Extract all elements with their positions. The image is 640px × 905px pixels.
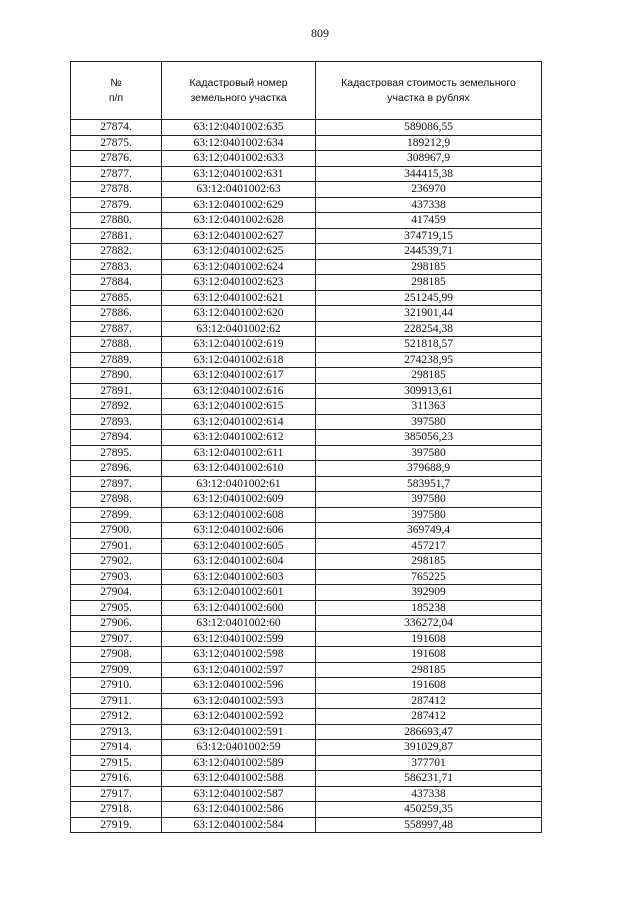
cadastral-value: 397580 (316, 492, 542, 508)
row-number: 27895. (71, 445, 162, 461)
row-number: 27907. (71, 631, 162, 647)
page-number: 809 (311, 26, 329, 40)
row-number: 27878. (71, 182, 162, 198)
cadastral-number: 63:12:0401002:614 (162, 414, 316, 430)
cadastral-value: 392909 (316, 585, 542, 601)
cadastral-number: 63:12:0401002:60 (162, 616, 316, 632)
table-row (71, 817, 542, 833)
cadastral-value: 298185 (316, 662, 542, 678)
cadastral-number: 63:12:0401002:592 (162, 709, 316, 725)
table-row (71, 802, 542, 818)
cadastral-number: 63:12:0401002:620 (162, 306, 316, 322)
cadastral-value: 287412 (316, 709, 542, 725)
table-row (71, 228, 542, 244)
row-number: 27890. (71, 368, 162, 384)
cadastral-value: 397580 (316, 414, 542, 430)
row-number: 27874. (71, 120, 162, 136)
table-row (71, 538, 542, 554)
cadastral-number: 63:12:0401002:621 (162, 290, 316, 306)
cadastral-number: 63:12:0401002:584 (162, 817, 316, 833)
row-number: 27899. (71, 507, 162, 523)
row-number: 27919. (71, 817, 162, 833)
cadastral-number: 63:12:0401002:615 (162, 399, 316, 415)
row-number: 27900. (71, 523, 162, 539)
row-number: 27915. (71, 755, 162, 771)
table-row (71, 244, 542, 260)
cadastral-value: 298185 (316, 554, 542, 570)
row-number: 27911. (71, 693, 162, 709)
table-row (71, 151, 542, 167)
table-row (71, 647, 542, 663)
table-row (71, 321, 542, 337)
table-row (71, 631, 542, 647)
table-row (71, 275, 542, 291)
cadastral-value: 417459 (316, 213, 542, 229)
cadastral-number: 63:12:0401002:624 (162, 259, 316, 275)
row-number: 27897. (71, 476, 162, 492)
row-number: 27918. (71, 802, 162, 818)
cadastral-number: 63:12:0401002:593 (162, 693, 316, 709)
row-number: 27880. (71, 213, 162, 229)
row-number: 27891. (71, 383, 162, 399)
cadastral-number: 63:12:0401002:631 (162, 166, 316, 182)
table-row (71, 368, 542, 384)
table-header (71, 62, 542, 120)
table-row (71, 306, 542, 322)
table-row (71, 507, 542, 523)
cadastral-number: 63:12:0401002:628 (162, 213, 316, 229)
cadastral-number: 63:12:0401002:605 (162, 538, 316, 554)
row-number: 27910. (71, 678, 162, 694)
cadastral-number: 63:12:0401002:604 (162, 554, 316, 570)
cadastral-value: 558997,48 (316, 817, 542, 833)
table-row (71, 383, 542, 399)
cadastral-number: 63:12:0401002:586 (162, 802, 316, 818)
cadastral-value: 374719,15 (316, 228, 542, 244)
table-row (71, 724, 542, 740)
cadastral-number: 63:12:0401002:603 (162, 569, 316, 585)
cadastral-number: 63:12:0401002:59 (162, 740, 316, 756)
row-number: 27884. (71, 275, 162, 291)
table-row (71, 352, 542, 368)
cadastral-value: 236970 (316, 182, 542, 198)
row-number: 27881. (71, 228, 162, 244)
cadastral-number: 63:12:0401002:587 (162, 786, 316, 802)
cadastral-number: 63:12:0401002:610 (162, 461, 316, 477)
header-row (71, 62, 542, 120)
header-number: № п/п (71, 62, 162, 120)
row-number: 27905. (71, 600, 162, 616)
cadastral-number: 63:12:0401002:623 (162, 275, 316, 291)
row-number: 27902. (71, 554, 162, 570)
cadastral-value: 298185 (316, 259, 542, 275)
cadastral-number: 63:12:0401002:616 (162, 383, 316, 399)
cadastral-value: 397580 (316, 445, 542, 461)
cadastral-number: 63:12:0401002:611 (162, 445, 316, 461)
table-row (71, 755, 542, 771)
table-row (71, 616, 542, 632)
row-number: 27903. (71, 569, 162, 585)
row-number: 27914. (71, 740, 162, 756)
cadastral-number: 63:12:0401002:609 (162, 492, 316, 508)
row-number: 27913. (71, 724, 162, 740)
row-number: 27908. (71, 647, 162, 663)
table-body (71, 120, 542, 833)
cadastral-value: 521818,57 (316, 337, 542, 353)
row-number: 27916. (71, 771, 162, 787)
table-row (71, 693, 542, 709)
cadastral-number: 63:12:0401002:588 (162, 771, 316, 787)
cadastral-number: 63:12:0401002:597 (162, 662, 316, 678)
table-row (71, 662, 542, 678)
cadastral-value: 191608 (316, 647, 542, 663)
row-number: 27883. (71, 259, 162, 275)
row-number: 27876. (71, 151, 162, 167)
cadastral-value: 450259,35 (316, 802, 542, 818)
cadastral-value: 379688,9 (316, 461, 542, 477)
table-row (71, 600, 542, 616)
table-row (71, 414, 542, 430)
cadastral-value: 369749,4 (316, 523, 542, 539)
row-number: 27888. (71, 337, 162, 353)
table-row (71, 120, 542, 136)
cadastral-number: 63:12:0401002:617 (162, 368, 316, 384)
cadastral-value: 437338 (316, 197, 542, 213)
cadastral-number: 63:12:0401002:625 (162, 244, 316, 260)
cadastral-value: 397580 (316, 507, 542, 523)
cadastral-number: 63:12:0401002:601 (162, 585, 316, 601)
cadastral-value: 589086,55 (316, 120, 542, 136)
cadastral-value: 244539,71 (316, 244, 542, 260)
table-row (71, 213, 542, 229)
table-row (71, 492, 542, 508)
table-row (71, 740, 542, 756)
cadastral-value: 287412 (316, 693, 542, 709)
cadastral-number: 63:12:0401002:589 (162, 755, 316, 771)
row-number: 27885. (71, 290, 162, 306)
cadastral-value: 274238,95 (316, 352, 542, 368)
cadastral-value: 336272,04 (316, 616, 542, 632)
row-number: 27894. (71, 430, 162, 446)
row-number: 27892. (71, 399, 162, 415)
cadastral-number: 63:12:0401002:606 (162, 523, 316, 539)
cadastral-value: 308967,9 (316, 151, 542, 167)
row-number: 27879. (71, 197, 162, 213)
cadastral-number: 63:12:0401002:629 (162, 197, 316, 213)
cadastral-value: 298185 (316, 368, 542, 384)
table-row (71, 786, 542, 802)
cadastral-value: 765225 (316, 569, 542, 585)
table-row (71, 197, 542, 213)
cadastral-value: 185238 (316, 600, 542, 616)
table-row (71, 476, 542, 492)
table-row (71, 585, 542, 601)
cadastral-value: 309913,61 (316, 383, 542, 399)
cadastral-value: 377701 (316, 755, 542, 771)
table-row (71, 135, 542, 151)
cadastral-number: 63:12:0401002:634 (162, 135, 316, 151)
cadastral-value: 457217 (316, 538, 542, 554)
cadastral-value: 437338 (316, 786, 542, 802)
row-number: 27875. (71, 135, 162, 151)
cadastral-value: 191608 (316, 631, 542, 647)
table-row (71, 337, 542, 353)
row-number: 27901. (71, 538, 162, 554)
cadastral-number: 63:12:0401002:619 (162, 337, 316, 353)
table-row (71, 399, 542, 415)
cadastral-value: 191608 (316, 678, 542, 694)
table-row (71, 166, 542, 182)
cadastral-value: 251245,99 (316, 290, 542, 306)
row-number: 27889. (71, 352, 162, 368)
row-number: 27896. (71, 461, 162, 477)
cadastral-number: 63:12:0401002:608 (162, 507, 316, 523)
cadastral-value: 189212,9 (316, 135, 542, 151)
row-number: 27877. (71, 166, 162, 182)
cadastral-number: 63:12:0401002:598 (162, 647, 316, 663)
cadastral-number: 63:12:0401002:600 (162, 600, 316, 616)
cadastral-value: 344415,38 (316, 166, 542, 182)
table-row (71, 290, 542, 306)
table-row (71, 523, 542, 539)
row-number: 27909. (71, 662, 162, 678)
table-row (71, 569, 542, 585)
row-number: 27912. (71, 709, 162, 725)
cadastral-number: 63:12:0401002:612 (162, 430, 316, 446)
table-row (71, 709, 542, 725)
row-number: 27887. (71, 321, 162, 337)
table-row (71, 554, 542, 570)
cadastral-value: 298185 (316, 275, 542, 291)
cadastral-number: 63:12:0401002:627 (162, 228, 316, 244)
cadastral-number: 63:12:0401002:596 (162, 678, 316, 694)
row-number: 27893. (71, 414, 162, 430)
cadastral-value-table (70, 61, 542, 833)
table-row (71, 430, 542, 446)
cadastral-number: 63:12:0401002:635 (162, 120, 316, 136)
cadastral-value: 286693,47 (316, 724, 542, 740)
cadastral-number: 63:12:0401002:591 (162, 724, 316, 740)
table-row (71, 259, 542, 275)
cadastral-value: 311363 (316, 399, 542, 415)
cadastral-number: 63:12:0401002:61 (162, 476, 316, 492)
cadastral-value: 391029,87 (316, 740, 542, 756)
cadastral-number: 63:12:0401002:633 (162, 151, 316, 167)
cadastral-number: 63:12:0401002:63 (162, 182, 316, 198)
table-row (71, 461, 542, 477)
table-row (71, 771, 542, 787)
cadastral-value: 228254,38 (316, 321, 542, 337)
table-row (71, 182, 542, 198)
cadastral-value: 385056,23 (316, 430, 542, 446)
cadastral-value: 586231,71 (316, 771, 542, 787)
cadastral-value: 583951,7 (316, 476, 542, 492)
header-cadastral-value: Кадастровая стоимость земельного участка в рублях (316, 62, 542, 120)
row-number: 27898. (71, 492, 162, 508)
row-number: 27906. (71, 616, 162, 632)
cadastral-number: 63:12:0401002:618 (162, 352, 316, 368)
table-row (71, 678, 542, 694)
cadastral-number: 63:12:0401002:599 (162, 631, 316, 647)
cadastral-value: 321901,44 (316, 306, 542, 322)
table-row (71, 445, 542, 461)
row-number: 27882. (71, 244, 162, 260)
row-number: 27917. (71, 786, 162, 802)
row-number: 27904. (71, 585, 162, 601)
header-cadastral-number: Кадастровый номер земельного участка (162, 62, 316, 120)
cadastral-number: 63:12:0401002:62 (162, 321, 316, 337)
row-number: 27886. (71, 306, 162, 322)
